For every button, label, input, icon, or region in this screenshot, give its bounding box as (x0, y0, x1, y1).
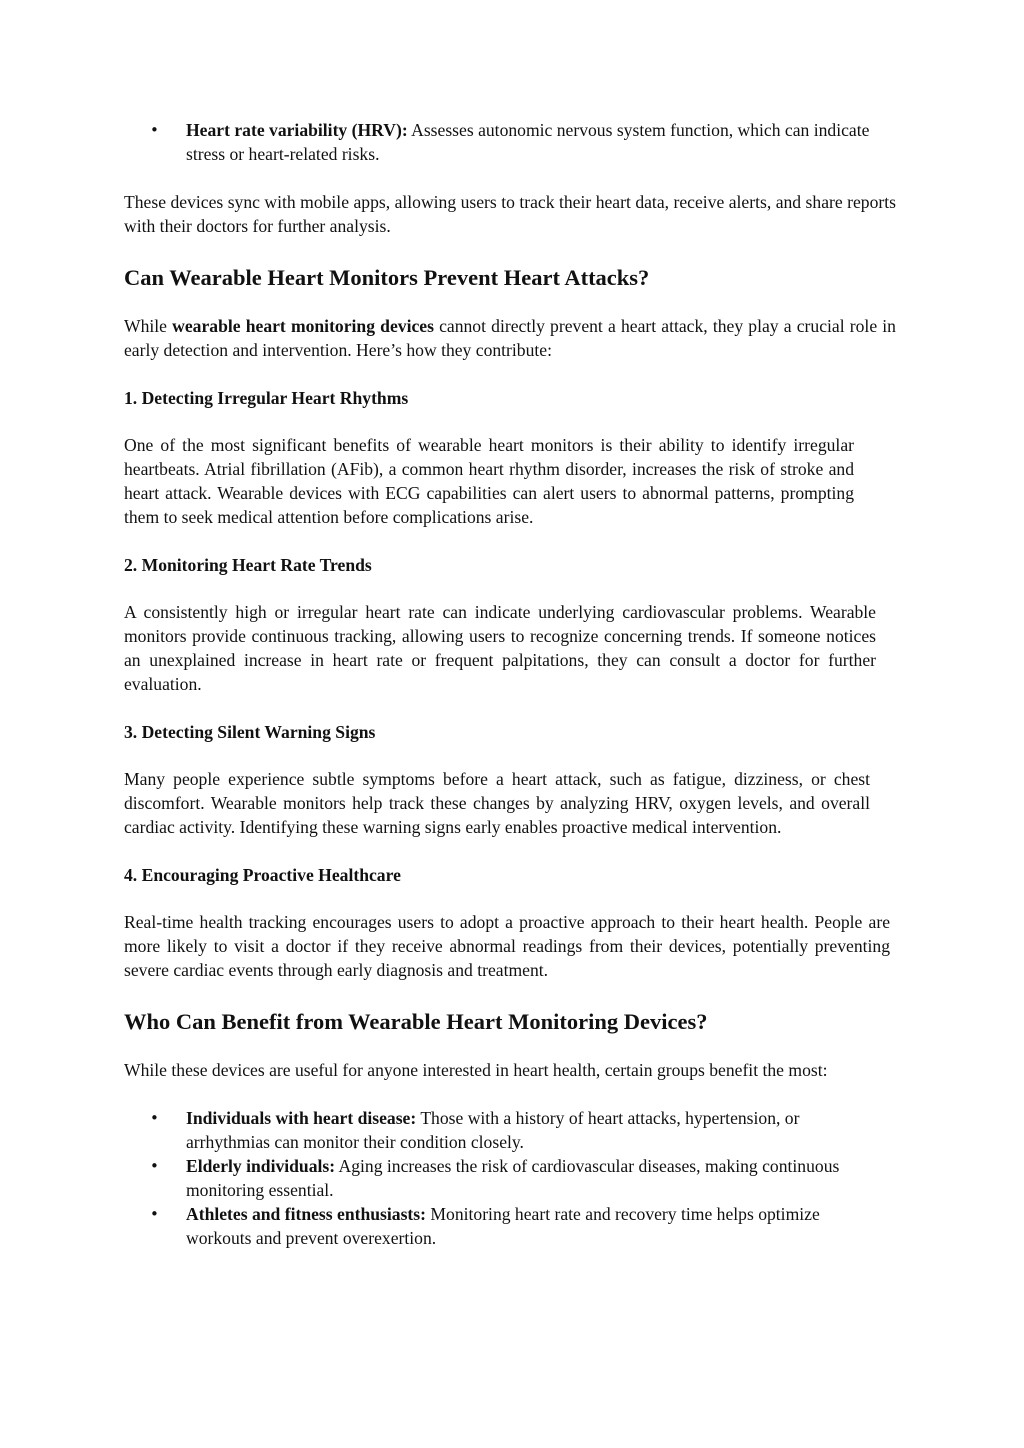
list-item-text: Assesses autonomic nervous system function, which can indicate stress or heart-related risks. (186, 120, 870, 164)
list-item-text: Monitoring heart rate and recovery time helps optimize workouts and prevent overexertion. (186, 1204, 820, 1248)
subsection-heading-2: 2. Monitoring Heart Rate Trends (124, 555, 372, 575)
list-item-label: Athletes and fitness enthusiasts: (186, 1204, 426, 1224)
list-item-text: Aging increases the risk of cardiovascular diseases, making continuous monitoring essential. (186, 1156, 840, 1200)
subsection-heading-1: 1. Detecting Irregular Heart Rhythms (124, 388, 409, 408)
subsection-paragraph-4: Real-time health tracking encourages users to adopt a proactive approach to their heart health. People are more likely to visit a doctor if they receive abnormal readings from their devices, potentially preventing severe cardiac events through early diagnosis and treatment. (124, 912, 890, 980)
bullet-icon: • (150, 121, 159, 139)
sync-paragraph: These devices sync with mobile apps, allowing users to track their heart data, receive alerts, and share reports with their doctors for further analysis. (124, 192, 896, 236)
section-heading-prevent: Can Wearable Heart Monitors Prevent Heart Attacks? (124, 265, 650, 290)
subsection-heading-3: 3. Detecting Silent Warning Signs (124, 722, 376, 742)
subsection-paragraph-1: One of the most significant benefits of wearable heart monitors is their ability to identify irregular heartbeats. Atrial fibrillation (AFib), a common heart rhythm disorder, increases the risk of stroke and heart attack. Wearable devices with ECG capabilities can alert users to abnormal patterns, prompting them to seek medical attention before complications arise. (124, 435, 854, 527)
section-heading-benefit: Who Can Benefit from Wearable Heart Monitoring Devices? (124, 1009, 708, 1034)
intro-text-after: cannot directly prevent a heart attack, they play a crucial role in early detection and intervention. Here’s how they contribute: (124, 316, 896, 360)
bullet-icon: • (150, 1157, 159, 1175)
benefit-intro-paragraph: While these devices are useful for anyone interested in heart health, certain groups benefit the most: (124, 1060, 828, 1080)
subsection-paragraph-3: Many people experience subtle symptoms before a heart attack, such as fatigue, dizziness, or chest discomfort. Wearable monitors help track these changes by analyzing HRV, oxygen levels, and overall cardiac activity. Identifying these warning signs early enables proactive medical intervention. (124, 769, 870, 837)
bullet-icon: • (150, 1109, 159, 1127)
benefit-bullet-list (124, 1106, 856, 1250)
subsection-paragraph-2: A consistently high or irregular heart rate can indicate underlying cardiovascular problems. Wearable monitors provide continuous tracking, allowing users to recognize concerning trends. If someone notices an unexplained increase in heart rate or frequent palpitations, they can consult a doctor for further evaluation. (124, 602, 876, 694)
intro-text-bold: wearable heart monitoring devices (172, 316, 434, 336)
list-item (124, 1154, 856, 1202)
list-item (124, 118, 882, 166)
bullet-icon: • (150, 1205, 159, 1223)
list-item (124, 1202, 856, 1250)
list-item (124, 1106, 856, 1154)
prevent-intro-paragraph (124, 314, 896, 362)
list-item-label: Elderly individuals: (186, 1156, 336, 1176)
intro-text-before: While (124, 316, 173, 336)
subsection-heading-4: 4. Encouraging Proactive Healthcare (124, 865, 401, 885)
list-item-label: Heart rate variability (HRV): (186, 120, 408, 140)
intro-bullet-list (124, 118, 882, 166)
list-item-text: Those with a history of heart attacks, hypertension, or arrhythmias can monitor their condition closely. (186, 1108, 800, 1152)
list-item-label: Individuals with heart disease: (186, 1108, 417, 1128)
